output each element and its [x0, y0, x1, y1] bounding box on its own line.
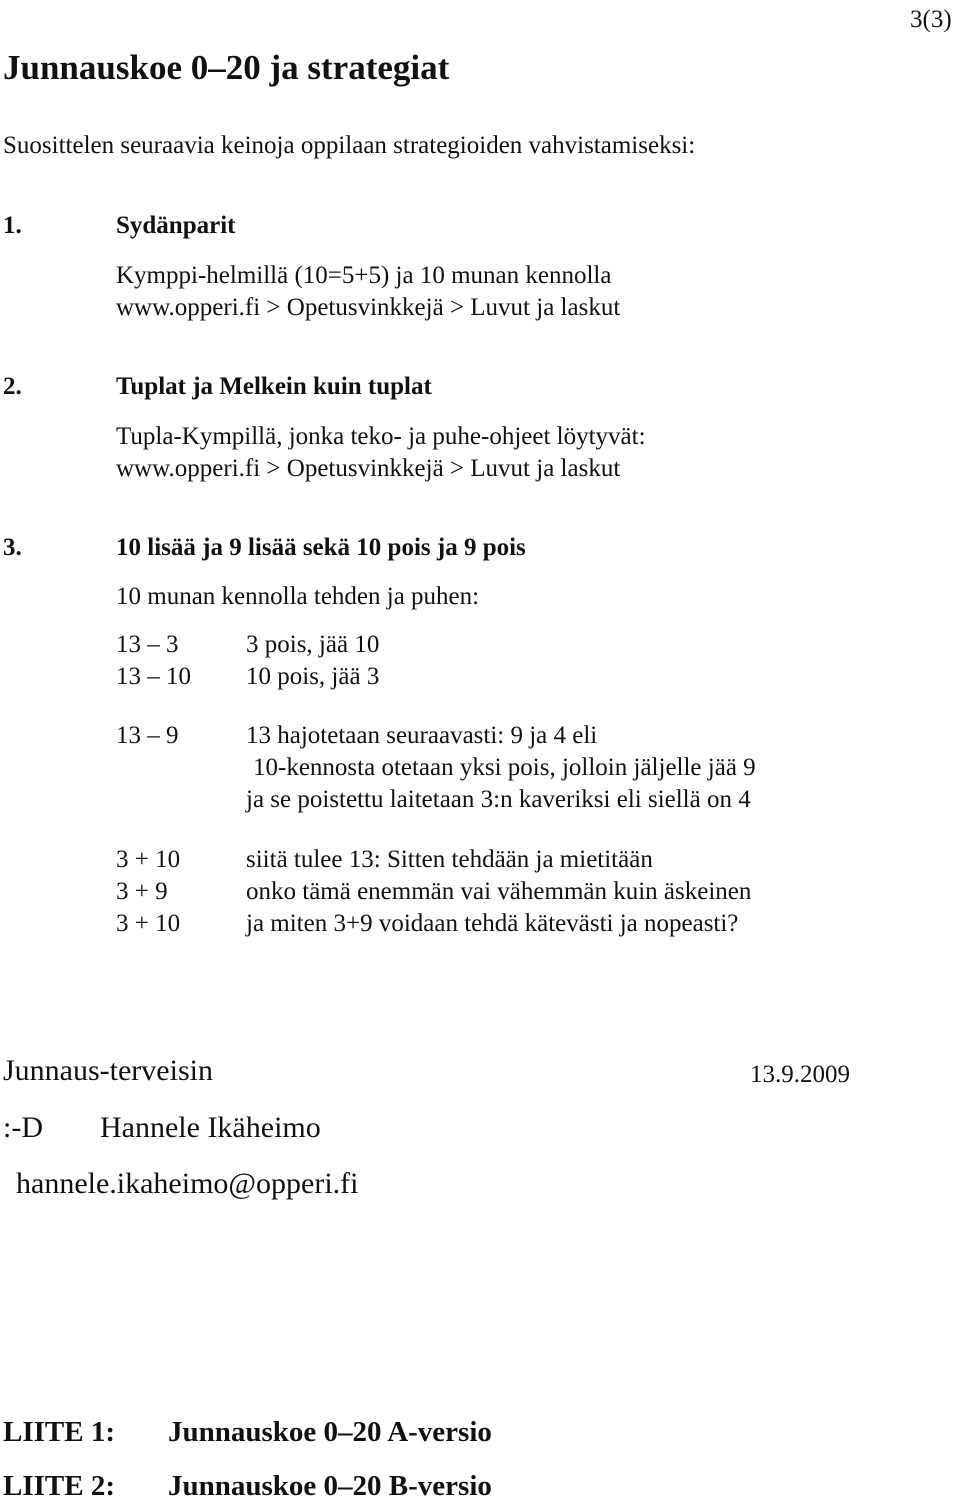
- smiley: :-D: [3, 1111, 43, 1144]
- appendix-title: Junnauskoe 0–20 B-versio: [168, 1470, 492, 1502]
- section-3-number: 3.: [3, 534, 22, 561]
- closing-greeting: Junnaus-terveisin: [3, 1054, 213, 1087]
- section-3-intro: 10 munan kennolla tehden ja puhen:: [116, 583, 480, 610]
- example-text: 10 pois, jää 3: [246, 663, 380, 690]
- example-expr: 3 + 10: [116, 910, 181, 937]
- page-title: Junnauskoe 0–20 ja strategiat: [3, 48, 450, 87]
- example-text: onko tämä enemmän vai vähemmän kuin äskeinen: [246, 878, 752, 905]
- example-expr: 3 + 10: [116, 846, 181, 873]
- section-1-number: 1.: [3, 212, 22, 239]
- page-number: 3(3): [910, 6, 952, 33]
- example-text: 13 hajotetaan seuraavasti: 9 ja 4 eli: [246, 722, 598, 749]
- example-text: siitä tulee 13: Sitten tehdään ja mietitään: [246, 846, 653, 873]
- appendix-title: Junnauskoe 0–20 A-versio: [168, 1416, 492, 1448]
- section-2-number: 2.: [3, 373, 22, 400]
- section-1-line-1: Kymppi-helmillä (10=5+5) ja 10 munan kennolla: [116, 262, 612, 289]
- example-text: 3 pois, jää 10: [246, 631, 380, 658]
- example-expr: 3 + 9: [116, 878, 168, 905]
- example-expr: 13 – 3: [116, 631, 179, 658]
- author-email: hannele.ikaheimo@opperi.fi: [16, 1167, 359, 1200]
- author-name: Hannele Ikäheimo: [100, 1111, 321, 1144]
- section-2-link: www.opperi.fi > Opetusvinkkejä > Luvut ja laskut: [116, 455, 621, 482]
- section-1-link: www.opperi.fi > Opetusvinkkejä > Luvut ja laskut: [116, 294, 621, 321]
- section-2-line-1: Tupla-Kympillä, jonka teko- ja puhe-ohjeet löytyvät:: [116, 423, 646, 450]
- document-date: 13.9.2009: [750, 1061, 850, 1088]
- section-2-heading: Tuplat ja Melkein kuin tuplat: [116, 373, 432, 400]
- example-text: ja se poistettu laitetaan 3:n kaveriksi eli siellä on 4: [246, 786, 751, 813]
- intro-text: Suosittelen seuraavia keinoja oppilaan strategioiden vahvistamiseksi:: [3, 132, 696, 159]
- section-1-heading: Sydänparit: [116, 212, 236, 239]
- example-text: 10-kennosta otetaan yksi pois, jolloin jäljelle jää 9: [253, 754, 756, 781]
- example-expr: 13 – 9: [116, 722, 179, 749]
- example-text: ja miten 3+9 voidaan tehdä kätevästi ja nopeasti?: [246, 910, 739, 937]
- appendix-label: LIITE 2:: [3, 1470, 116, 1502]
- appendix-label: LIITE 1:: [3, 1416, 116, 1448]
- section-3-heading: 10 lisää ja 9 lisää sekä 10 pois ja 9 pois: [116, 534, 526, 561]
- example-expr: 13 – 10: [116, 663, 191, 690]
